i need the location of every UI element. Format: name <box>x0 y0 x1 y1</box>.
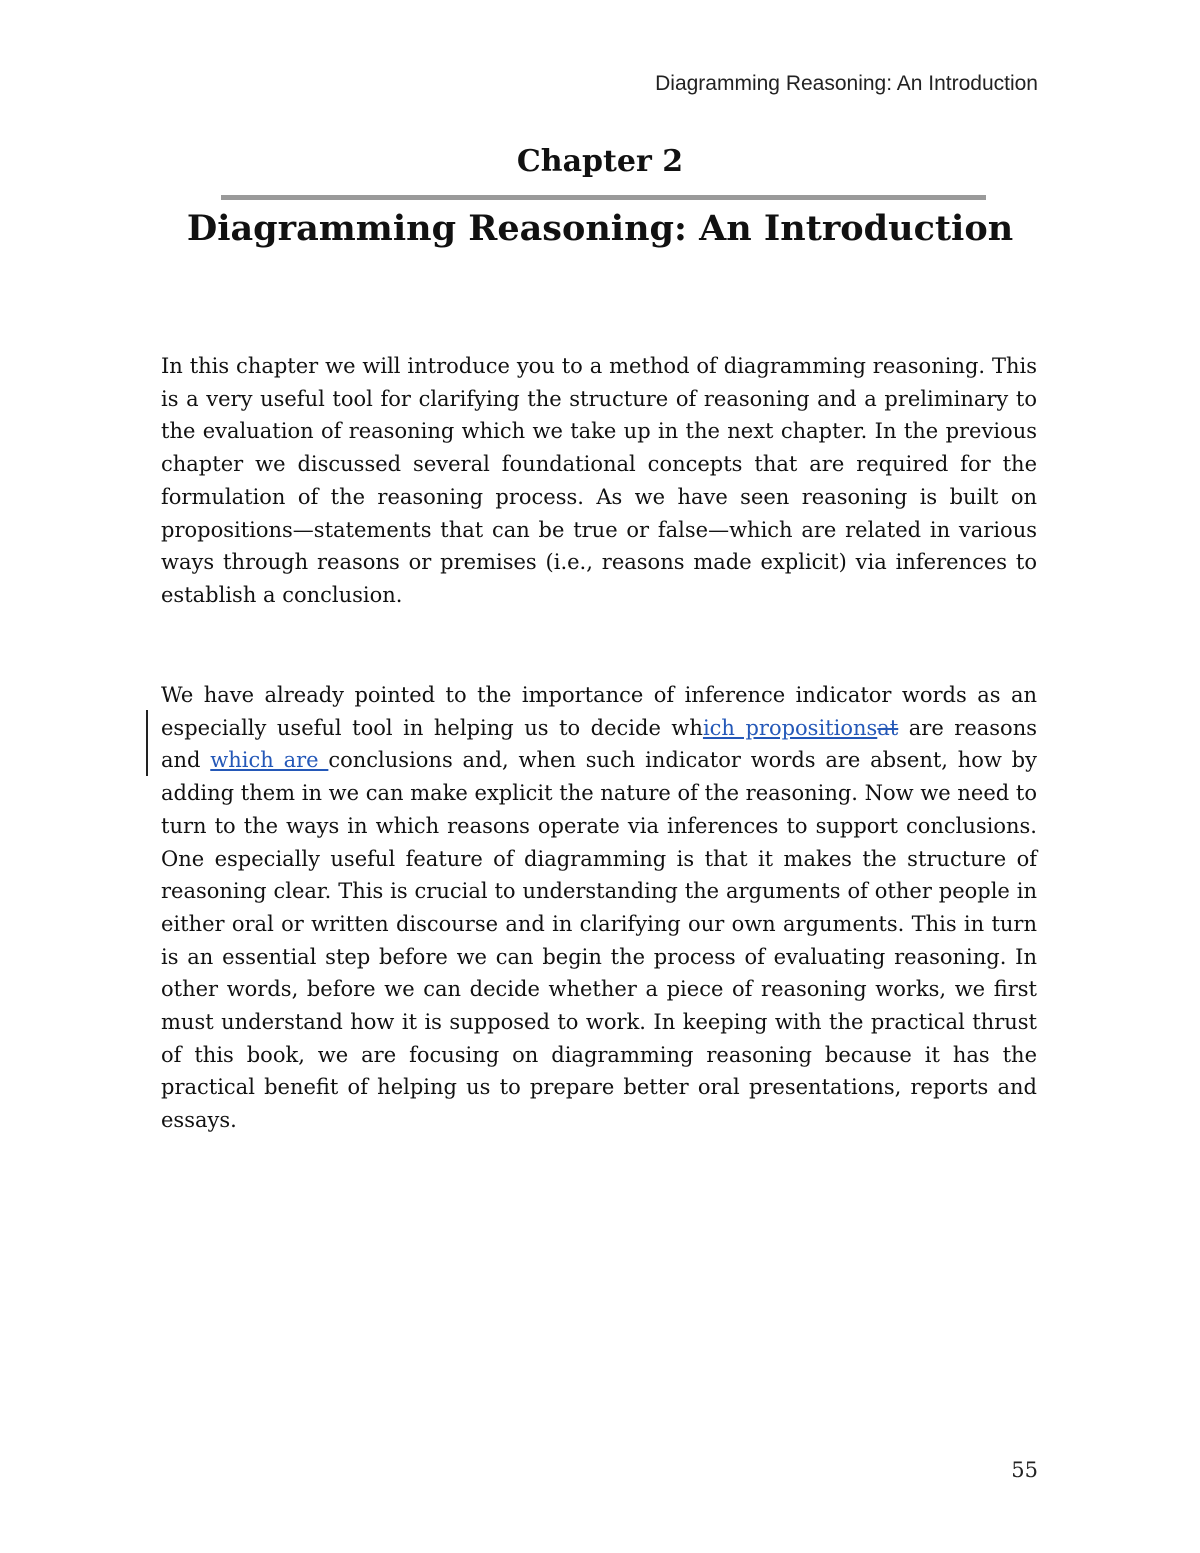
tracked-deletion: at <box>877 715 899 740</box>
intro-paragraph: In this chapter we will introduce you to a method of diagramming reasoning. This is a very useful tool for clarifying the structure of reasoning and a preliminary to the evaluation of reasoning which we take up in the next chapter. In the previous chapter we discussed several foundational concepts that are required for the formulation of the reasoning process. As we have seen reasoning is built on propositions—statements that can be true or false—which are related in various ways through reasons or premises (i.e., reasons made explicit) via inferences to establish a conclusion. <box>161 354 1037 607</box>
paragraph-text-middle: are reasons and <box>161 715 1038 773</box>
tracked-insertion: which are <box>210 748 329 773</box>
chapter-title: Diagramming Reasoning: An Introduction <box>186 208 1014 249</box>
running-header: Diagramming Reasoning: An Introduction <box>655 72 1038 95</box>
chapter-label: Chapter 2 <box>516 144 684 179</box>
change-bar <box>146 710 148 776</box>
title-rule <box>221 195 986 200</box>
tracked-insertion: ich propositions <box>702 715 878 740</box>
paragraph-text-before-edit: We have already pointed to the importance of inference indicator words as an especially useful tool in helping us to decide wh <box>161 683 1037 740</box>
paragraph-text-after-edit: conclusions and, when such indicator words are absent, how by adding them in we can make explicit the nature of the reasoning. Now we need to turn to the ways in which reasons operate via inferences to support conclusions. One especially useful feature of diagramming is that it makes the structure of reasoning clear. This is crucial to understanding the arguments of other people in either oral or written discourse and in clarifying our own arguments. This in turn is an essential step before we can begin the process of evaluating reasoning. In other words, before we can decide whether a piece of reasoning works, we first must understand how it is supposed to work. In keeping with the practical thrust of this book, we are focusing on diagramming reasoning because it has the practical benefit of helping us to prepare better oral presentations, reports and essays. <box>161 748 1037 1133</box>
indicator-words-paragraph <box>161 679 1037 1137</box>
page-number: 55 <box>1011 1458 1038 1482</box>
